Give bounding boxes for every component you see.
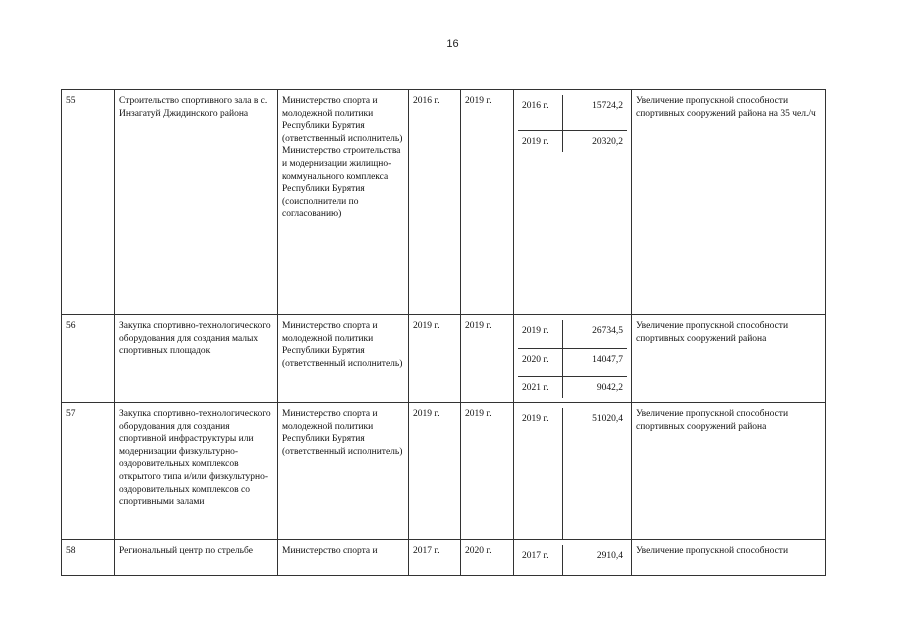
funding-amount: 9042,2 [562, 376, 627, 398]
funding-amount: 14047,7 [562, 348, 627, 376]
funding-amount: 2910,4 [596, 551, 623, 561]
executor: Министерство спорта и молодежной политики Республики Бурятия (ответственный исполнитель) [278, 403, 409, 540]
funding-year: 2020 г. [518, 348, 562, 376]
funding-table [518, 95, 627, 152]
end-year: 2019 г. [461, 403, 514, 540]
start-year: 2017 г. [409, 540, 461, 576]
page-number: 16 [446, 38, 459, 50]
funding-year: 2021 г. [518, 376, 562, 398]
funding-cell [514, 315, 632, 403]
start-year: 2019 г. [409, 403, 461, 540]
expected-result: Увеличение пропускной способности спортивных сооружений района [632, 403, 826, 540]
table-row [62, 403, 826, 540]
funding-year: 2019 г. [518, 320, 562, 348]
executor: Министерство спорта и [278, 540, 409, 576]
row-number: 55 [62, 90, 115, 315]
event-title: Закупка спортивно-технологического оборудования для создания малых спортивных площадок [115, 315, 278, 403]
start-year: 2016 г. [409, 90, 461, 315]
funding-year: 2019 г. [518, 130, 562, 152]
row-number: 58 [62, 540, 115, 576]
funding-amount: 20320,2 [562, 130, 627, 152]
table-row [62, 540, 826, 576]
end-year: 2019 г. [461, 90, 514, 315]
expected-result: Увеличение пропускной способности спортивных сооружений района [632, 315, 826, 403]
funding-table [518, 408, 627, 539]
expected-result: Увеличение пропускной способности [632, 540, 826, 576]
funding-row [518, 376, 627, 398]
table-row [62, 90, 826, 315]
funding-row [518, 95, 627, 130]
table-row [62, 315, 826, 403]
funding-amount: 15724,2 [592, 101, 623, 111]
funding-amount: 51020,4 [592, 414, 623, 424]
end-year: 2020 г. [461, 540, 514, 576]
row-number: 56 [62, 315, 115, 403]
end-year: 2019 г. [461, 315, 514, 403]
funding-year: 2016 г. [518, 95, 562, 130]
start-year: 2019 г. [409, 315, 461, 403]
funding-cell [514, 90, 632, 315]
funding-row [518, 348, 627, 376]
funding-row [518, 320, 627, 348]
funding-table [518, 320, 627, 398]
row-number: 57 [62, 403, 115, 540]
funding-row [518, 130, 627, 152]
funding-cell [514, 540, 632, 576]
expected-result: Увеличение пропускной способности спортивных сооружений района на 35 чел./ч [632, 90, 826, 315]
executor: Министерство спорта и молодежной политики Республики Бурятия (ответственный исполнитель) [278, 315, 409, 403]
funding-row [518, 545, 627, 575]
event-title: Строительство спортивного зала в с. Инзагатуй Джидинского района [115, 90, 278, 315]
program-table [61, 89, 826, 576]
funding-year: 2019 г. [518, 408, 562, 539]
event-title: Закупка спортивно-технологического оборудования для создания спортивной инфраструктуры или модернизации физкультурно-оздоровительных комплексов открытого типа и/или физкультурно-оздоровительных комплексов со спортивными залами [115, 403, 278, 540]
event-title: Региональный центр по стрельбе [115, 540, 278, 576]
funding-year: 2017 г. [518, 545, 562, 575]
funding-cell [514, 403, 632, 540]
executor: Министерство спорта и молодежной политики Республики Бурятия (ответственный исполнитель) Министерство строительства и модернизации жилищно-коммунального комплекса Республики Бурятия (соисполнители по согласованию) [278, 90, 409, 315]
funding-amount: 26734,5 [592, 326, 623, 336]
funding-row [518, 408, 627, 539]
funding-table [518, 545, 627, 575]
